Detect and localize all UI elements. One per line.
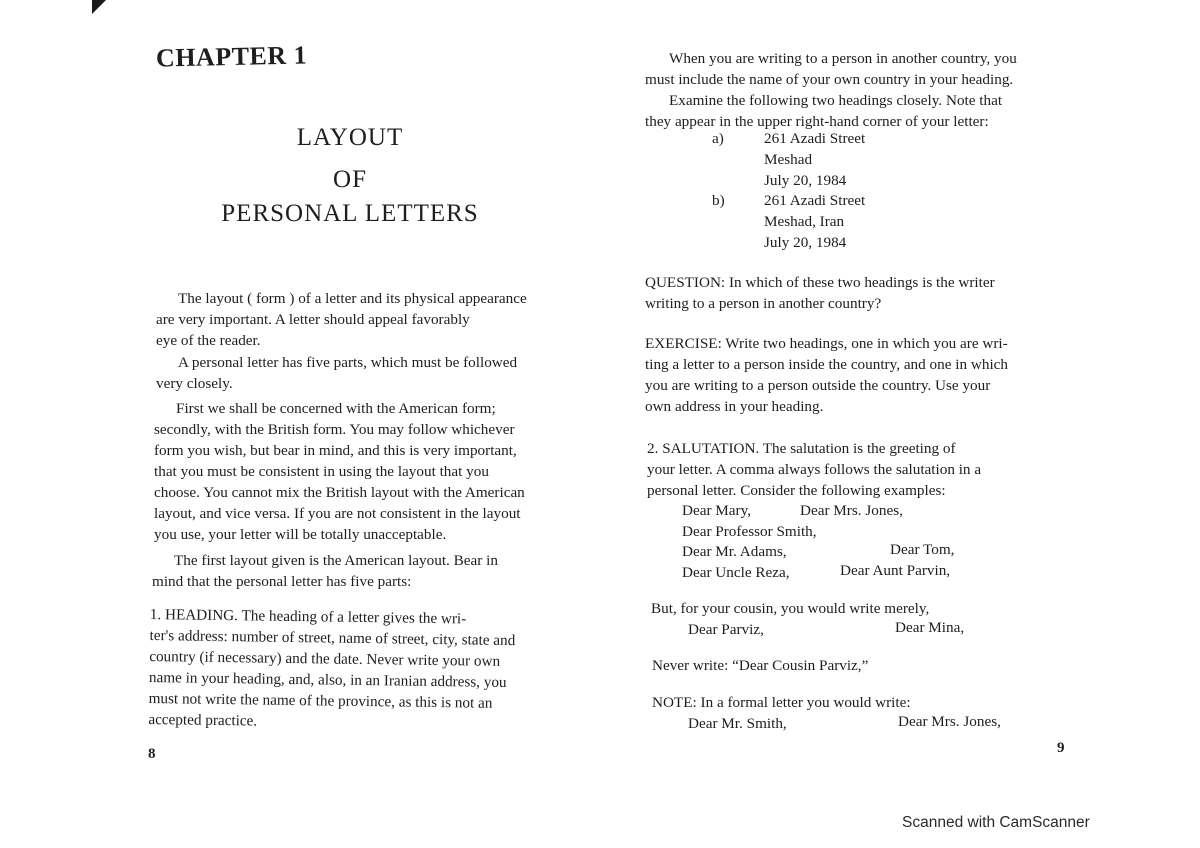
text-line: Never write: “Dear Cousin Parviz,”: [652, 657, 869, 674]
title-line-1: LAYOUT: [296, 124, 404, 151]
text-line: QUESTION: In which of these two headings is the writer: [645, 274, 995, 291]
paragraph-never-write: [652, 655, 1064, 676]
text-line: very closely.: [156, 375, 233, 392]
text-line: eye of the reader.: [156, 332, 261, 349]
example-label: a): [712, 130, 724, 147]
salutation-example: Dear Mary,: [682, 502, 752, 519]
text-line: layout, and vice versa. If you are not consistent in the layout: [154, 505, 521, 522]
text-line: When you are writing to a person in another country, you: [669, 50, 1017, 67]
paragraph-forms: [154, 398, 558, 545]
address-line: July 20, 1984: [764, 172, 847, 189]
text-line: must include the name of your own country in your heading.: [645, 71, 1014, 88]
address-line: 261 Azadi Street: [764, 192, 866, 209]
paragraph-salutation: [647, 438, 1059, 501]
text-line: own address in your heading.: [645, 398, 824, 415]
paragraph-question: [645, 272, 1057, 314]
text-line: First we shall be concerned with the American form;: [176, 400, 496, 417]
salutation-example: Dear Mrs. Jones,: [898, 713, 1001, 730]
text-line: personal letter. Consider the following examples:: [647, 482, 946, 499]
paragraph-heading-section: [148, 604, 556, 736]
chapter-heading: CHAPTER 1: [155, 40, 308, 73]
text-line: choose. You cannot mix the British layout with the American: [154, 484, 525, 501]
text-line: you use, your letter will be totally unacceptable.: [154, 526, 447, 543]
text-line: ting a letter to a person inside the country, and one in which: [645, 356, 1008, 373]
text-line: Examine the following two headings closely. Note that: [669, 92, 1003, 109]
salutation-example: Dear Tom,: [890, 541, 955, 558]
salutation-example: Dear Mr. Adams,: [682, 543, 787, 560]
text-line: 2. SALUTATION. The salutation is the greeting of: [647, 440, 956, 457]
salutation-example: Dear Mina,: [895, 619, 965, 636]
text-line: NOTE: In a formal letter you would write:: [652, 694, 911, 711]
paragraph-layout-intro: [156, 288, 560, 351]
salutation-example: Dear Mrs. Jones,: [800, 502, 903, 519]
text-line: that you must be consistent in using the layout that you: [154, 463, 489, 480]
text-line: But, for your cousin, you would write merely,: [651, 600, 930, 617]
address-line: Meshad: [764, 151, 813, 168]
paragraph-note: [652, 692, 1064, 713]
text-line: accepted practice.: [148, 710, 258, 730]
example-label: b): [712, 192, 725, 209]
paragraph-country-heading: [645, 48, 1055, 132]
salutation-example: Dear Professor Smith,: [682, 523, 817, 540]
text-line: mind that the personal letter has five parts:: [152, 573, 412, 590]
text-line: ter's address: number of street, name of street, city, state and: [149, 626, 516, 650]
address-line: 261 Azadi Street: [764, 130, 866, 147]
address-line: Meshad, Iran: [764, 213, 845, 230]
text-line: The layout ( form ) of a letter and its physical appearance: [178, 290, 527, 307]
page-number-right: 9: [1057, 740, 1065, 756]
text-line: are very important. A letter should appeal favorably: [156, 311, 470, 328]
paragraph-five-parts: [156, 352, 560, 394]
text-line: must not write the name of the province, as this is not an: [148, 689, 493, 712]
text-line: your letter. A comma always follows the salutation in a: [647, 461, 982, 478]
text-line: they appear in the upper right-hand corner of your letter:: [645, 113, 989, 130]
text-line: you are writing to a person outside the country. Use your: [645, 377, 991, 394]
text-line: secondly, with the British form. You may follow whichever: [154, 421, 515, 438]
paragraph-american-layout: [152, 550, 556, 592]
text-line: form you wish, but bear in mind, and this is very important,: [154, 442, 517, 459]
text-line: country (if necessary) and the date. Never write your own: [149, 647, 501, 670]
title-line-3: PERSONAL LETTERS: [221, 200, 479, 227]
salutation-example: Dear Mr. Smith,: [688, 715, 787, 732]
address-line: July 20, 1984: [764, 234, 847, 251]
text-line: name in your heading, and, also, in an Iranian address, you: [148, 668, 507, 691]
scanner-watermark: Scanned with CamScanner: [902, 814, 1090, 831]
paragraph-cousin: [651, 598, 1063, 619]
text-line: EXERCISE: Write two headings, one in which you are wri-: [645, 335, 1008, 352]
title-line-2: OF: [333, 166, 367, 193]
text-line: The first layout given is the American layout. Bear in: [174, 552, 498, 569]
page-number-left: 8: [148, 746, 156, 762]
text-line: A personal letter has five parts, which must be followed: [178, 354, 518, 371]
salutation-example: Dear Uncle Reza,: [682, 564, 790, 581]
salutation-example: Dear Parviz,: [688, 621, 764, 638]
text-line: 1. HEADING. The heading of a letter gives the wri-: [149, 605, 467, 628]
text-line: writing to a person in another country?: [645, 295, 882, 312]
paragraph-exercise: [645, 333, 1057, 417]
salutation-example: Dear Aunt Parvin,: [840, 562, 951, 579]
